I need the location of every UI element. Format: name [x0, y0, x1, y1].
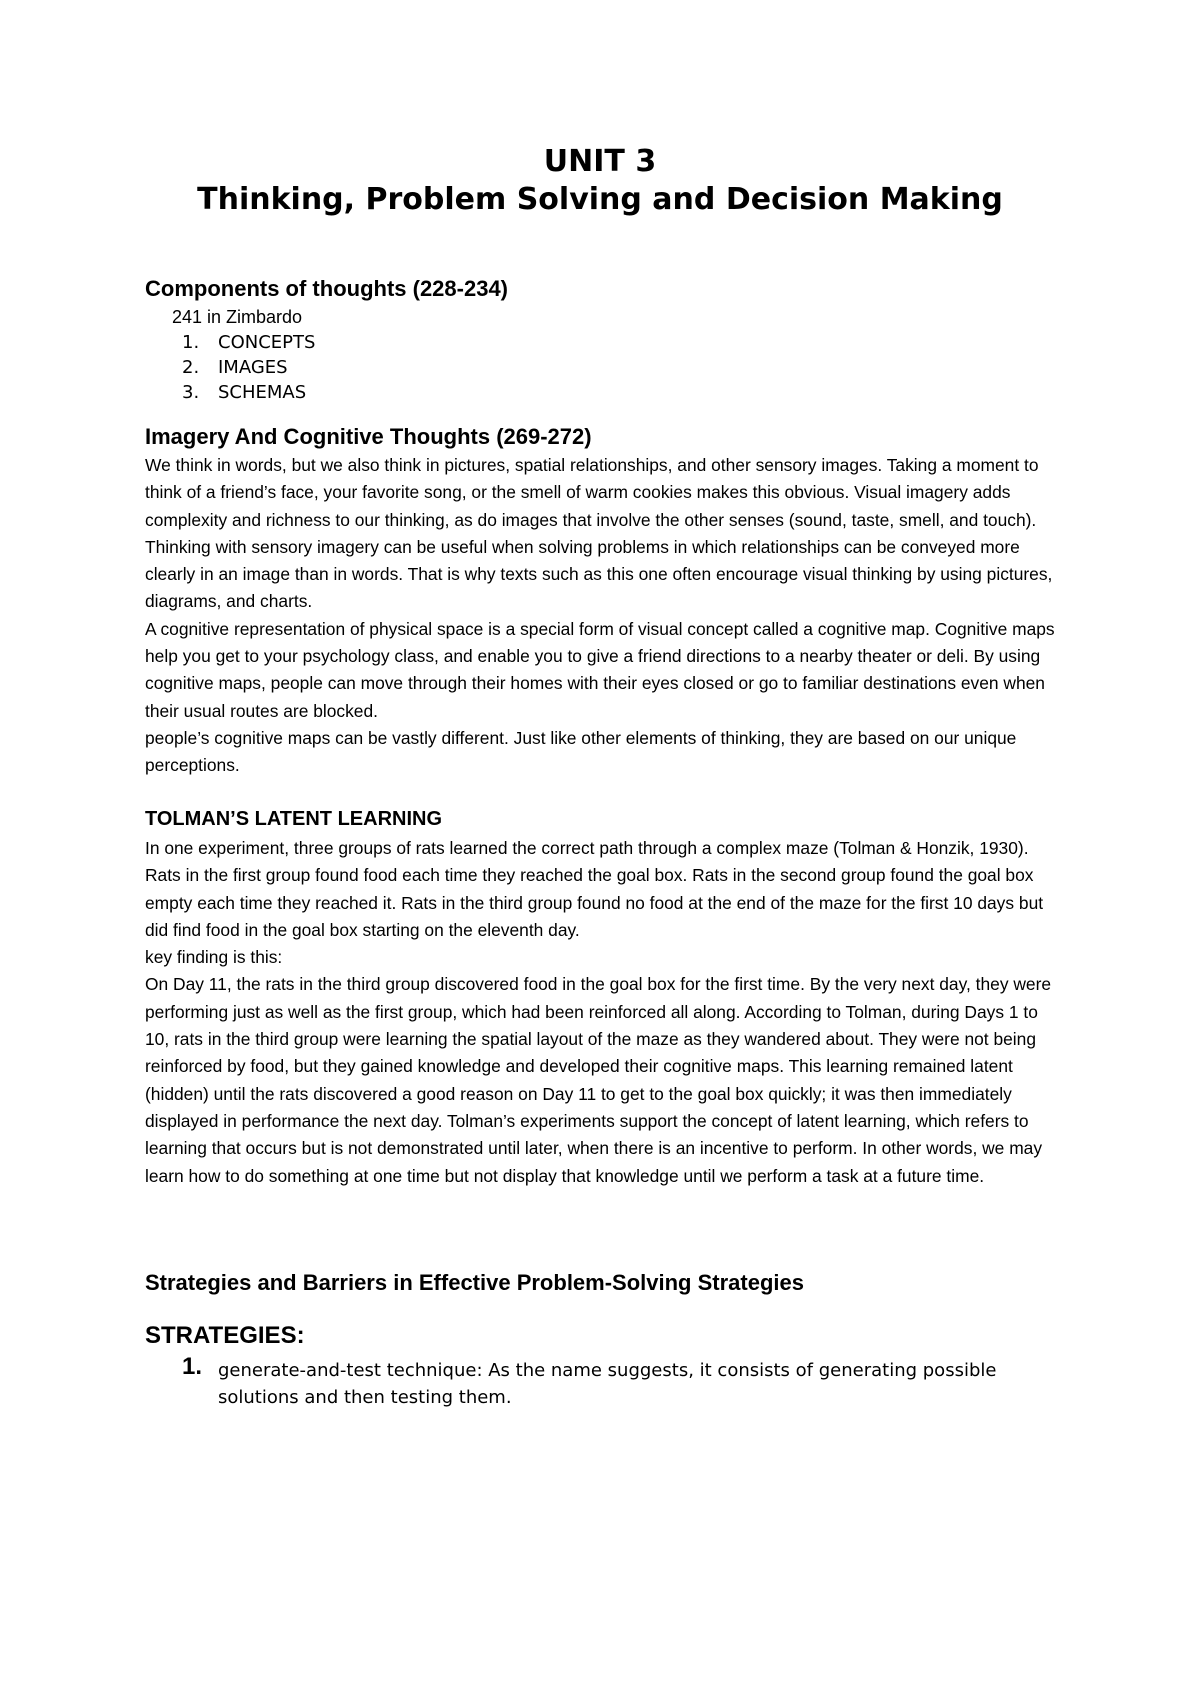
paragraph: In one experiment, three groups of rats learned the correct path through a complex maze (Tolman & Honzik, 1930). Rats in the first group found food each time they reached the goal box. Rats in the second group found the goal box empty each time they reached it. Rats in the third group found no food at the end of the maze for the first 10 days but did find food in the goal box starting on the eleventh day.	[145, 838, 1044, 940]
list-item-label: CONCEPTS	[218, 332, 316, 353]
list-item-label: IMAGES	[218, 357, 288, 378]
paragraph: A cognitive representation of physical space is a special form of visual concept called a cognitive map. Cognitive maps help you get to your psychology class, and enable you to give a friend directions to a nearby theater or deli. By using cognitive maps, people can move through their homes with their eyes closed or go to familiar destinations even when their usual routes are blocked.	[145, 618, 1055, 721]
strategies-heading: Strategies and Barriers in Effective Problem-Solving Strategies	[145, 1270, 804, 1295]
imagery-heading: Imagery And Cognitive Thoughts (269-272)	[145, 424, 592, 449]
components-note: 241 in Zimbardo	[172, 307, 303, 327]
imagery-body	[145, 452, 1055, 780]
tolman-heading: TOLMAN’S LATENT LEARNING	[145, 808, 443, 830]
list-item-number: 1.	[182, 332, 200, 353]
list-item-number: 3.	[182, 382, 200, 403]
paragraph: key finding is this:	[145, 947, 283, 968]
paragraph: We think in words, but we also think in pictures, spatial relationships, and other sensory images. Taking a moment to think of a friend’s face, your favorite song, or the smell of warm cookies makes this obvious. Visual imagery adds complexity and richness to our thinking, as do images that involve the other senses (sound, taste, smell, and touch). Thinking with sensory imagery can be useful when solving problems in which relationships can be conveyed more clearly in an image than in words. That is why texts such as this one often encourage visual thinking by using pictures, diagrams, and charts.	[145, 455, 1053, 612]
list-item-number: 2.	[182, 357, 200, 378]
strategies-subheading: STRATEGIES:	[145, 1322, 305, 1349]
components-heading: Components of thoughts (228-234)	[145, 276, 509, 301]
tolman-body	[145, 835, 1055, 1190]
paragraph: On Day 11, the rats in the third group discovered food in the goal box for the first time. By the very next day, they were performing just as well as the first group, which had been reinforced all along. According to Tolman, during Days 1 to 10, rats in the third group were learning the spatial layout of the maze as they wandered about. They were not being reinforced by food, but they gained knowledge and developed their cognitive maps. This learning remained latent (hidden) until the rats discovered a good reason on Day 11 to get to the goal box quickly; it was then immediately displayed in performance the next day. Tolman’s experiments support the concept of latent learning, which refers to learning that occurs but is not demonstrated until later, when there is an incentive to perform. In other words, we may learn how to do something at one time but not display that knowledge until we perform a task at a future time.	[145, 974, 1052, 1186]
list-item-text: generate-and-test technique: As the name suggests, it consists of generating possible solutions and then testing them.	[218, 1360, 997, 1408]
title-unit: UNIT 3	[543, 144, 657, 179]
paragraph: people’s cognitive maps can be vastly different. Just like other elements of thinking, they are based on our unique perceptions.	[145, 727, 1017, 776]
list-item-label: SCHEMAS	[218, 382, 307, 403]
list-item	[145, 1353, 1055, 1411]
title-topic: Thinking, Problem Solving and Decision Making	[197, 182, 1003, 217]
list-item-number: 1.	[182, 1353, 203, 1380]
document-title	[0, 143, 1200, 219]
strategies-list	[145, 1353, 1055, 1411]
